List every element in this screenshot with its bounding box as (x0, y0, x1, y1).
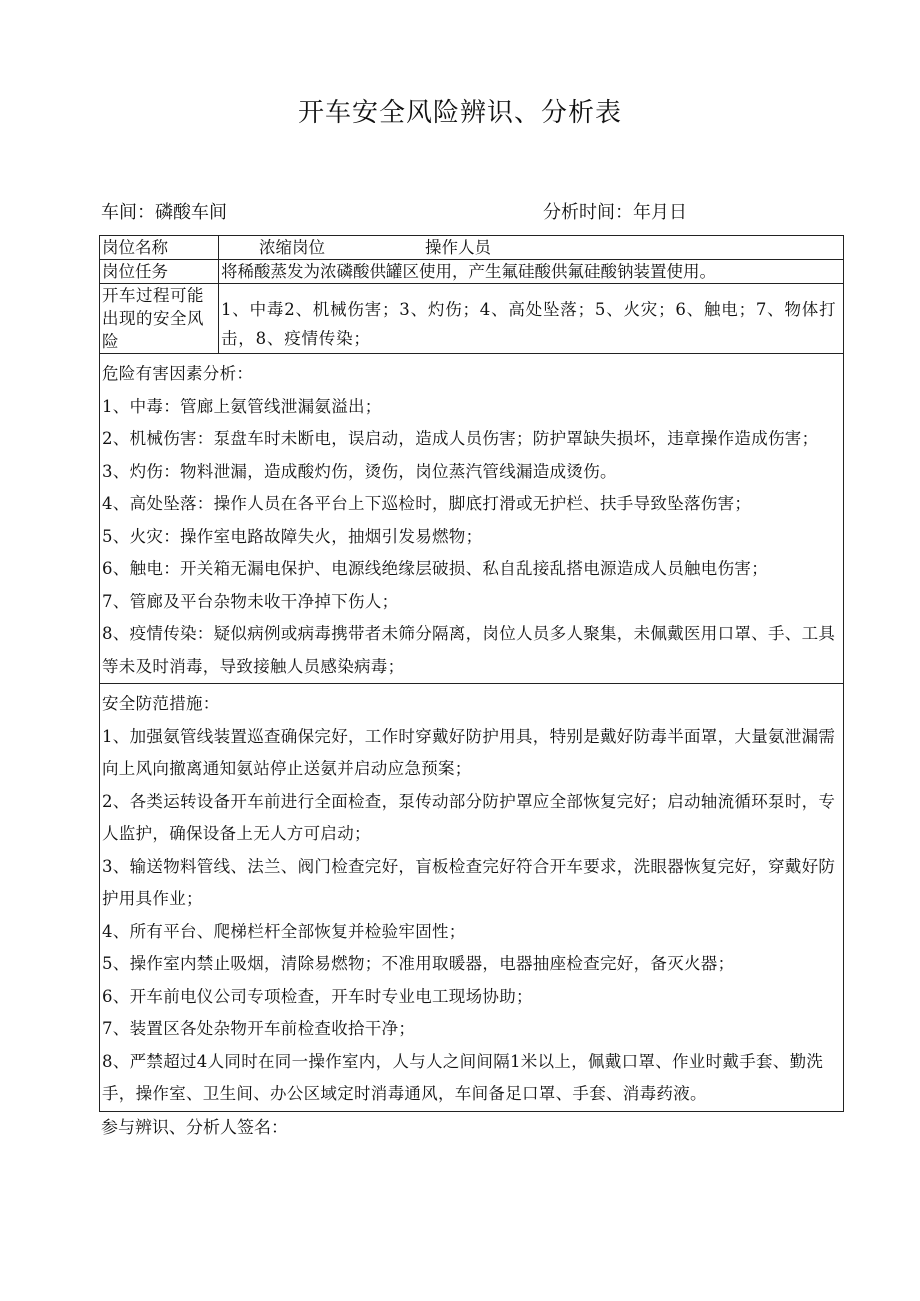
hazard-item: 3、灼伤：物料泄漏，造成酸灼伤，烫伤，岗位蒸汽管线漏造成烫伤。 (102, 461, 617, 481)
hazard-heading: 危险有害因素分析： (102, 364, 254, 383)
signature-label: 参与辨识、分析人签名： (101, 1118, 288, 1138)
risk-value-cell: 1、中毒2、机械伤害；3、灼伤；4、高处坠落；5、火灾；6、触电；7、物体打击，8、疫情传染； (219, 284, 844, 354)
hazard-item: 4、高处坠落：操作人员在各平台上下巡检时，脚底打滑或无护栏、扶手导致坠落伤害； (102, 494, 752, 513)
measure-item: 7、装置区各处杂物开车前检查收拾干净； (102, 1019, 416, 1038)
hazard-item: 5、火灾：操作室电路故障失火，抽烟引发易燃物； (102, 526, 483, 546)
hazard-item: 8、疫情传染：疑似病例或病毒携带者未筛分隔离，岗位人员多人聚集，未佩戴医用口罩、手、工具等未及时消毒，导致接触人员感染病毒； (102, 624, 836, 676)
task-value-cell: 将稀酸蒸发为浓磷酸供罐区使用，产生氟硅酸供氟硅酸钠装置使用。 (219, 260, 844, 284)
measure-item: 2、各类运转设备开车前进行全面检查，泵传动部分防护罩应全部恢复完好；启动轴流循环泵时，专人监护，确保设备上无人方可启动； (102, 791, 836, 843)
table-row (100, 260, 844, 284)
position-value: 浓缩岗位 (259, 238, 325, 257)
hazard-section (100, 354, 844, 684)
hazard-item: 6、触电：开关箱无漏电保护、电源线绝缘层破损、私自乱接乱搭电源造成人员触电伤害； (102, 559, 768, 578)
position-label-cell: 岗位名称 (100, 236, 219, 260)
hazard-item: 7、管廊及平台杂物未收干净掉下伤人； (102, 591, 399, 611)
measure-item: 4、所有平台、爬梯栏杆全部恢复并检验牢固性； (102, 921, 466, 941)
measure-item: 6、开车前电仪公司专项检查，开车时专业电工现场协助； (102, 986, 533, 1006)
measure-item: 3、输送物料管线、法兰、阀门检查完好，盲板检查完好符合开车要求，洗眼器恢复完好，穿戴好防护用具作业； (102, 856, 836, 908)
hazard-item: 1、中毒：管廊上氨管线泄漏氨溢出； (102, 396, 382, 416)
page-title: 开车安全风险辨识、分析表 (297, 98, 622, 128)
table-row (100, 684, 844, 1112)
measure-item: 5、操作室内禁止吸烟，清除易燃物；不准用取暖器，电器抽座检查完好，备灭火器； (102, 954, 735, 973)
table-row (100, 354, 844, 684)
position-value-cell (219, 236, 844, 260)
measure-section (100, 684, 844, 1112)
task-label-cell: 岗位任务 (100, 260, 219, 284)
operator-label: 操作人员 (425, 238, 491, 257)
workshop-label: 车间：磷酸车间 (101, 202, 227, 223)
table-row (100, 236, 844, 260)
measure-item: 8、严禁超过4人同时在同一操作室内，人与人之间间隔1米以上，佩戴口罩、作业时戴手套、勤洗手，操作室、卫生间、办公区域定时消毒通风，车间备足口罩、手套、消毒药液。 (102, 1051, 824, 1103)
measure-heading: 安全防范措施： (102, 694, 220, 713)
risk-analysis-table (99, 235, 844, 1112)
hazard-item: 2、机械伤害：泵盘车时未断电，误启动，造成人员伤害；防护罩缺失损坏，违章操作造成伤害； (102, 429, 819, 448)
measure-item: 1、加强氨管线装置巡查确保完好，工作时穿戴好防护用具，特别是戴好防毒半面罩，大量氨泄漏需向上风向撤离通知氨站停止送氨并启动应急预案； (102, 726, 836, 778)
table-row (100, 284, 844, 354)
analysis-time-label: 分析时间：年月日 (543, 202, 687, 223)
risk-label-cell: 开车过程可能出现的安全风险 (100, 284, 219, 354)
